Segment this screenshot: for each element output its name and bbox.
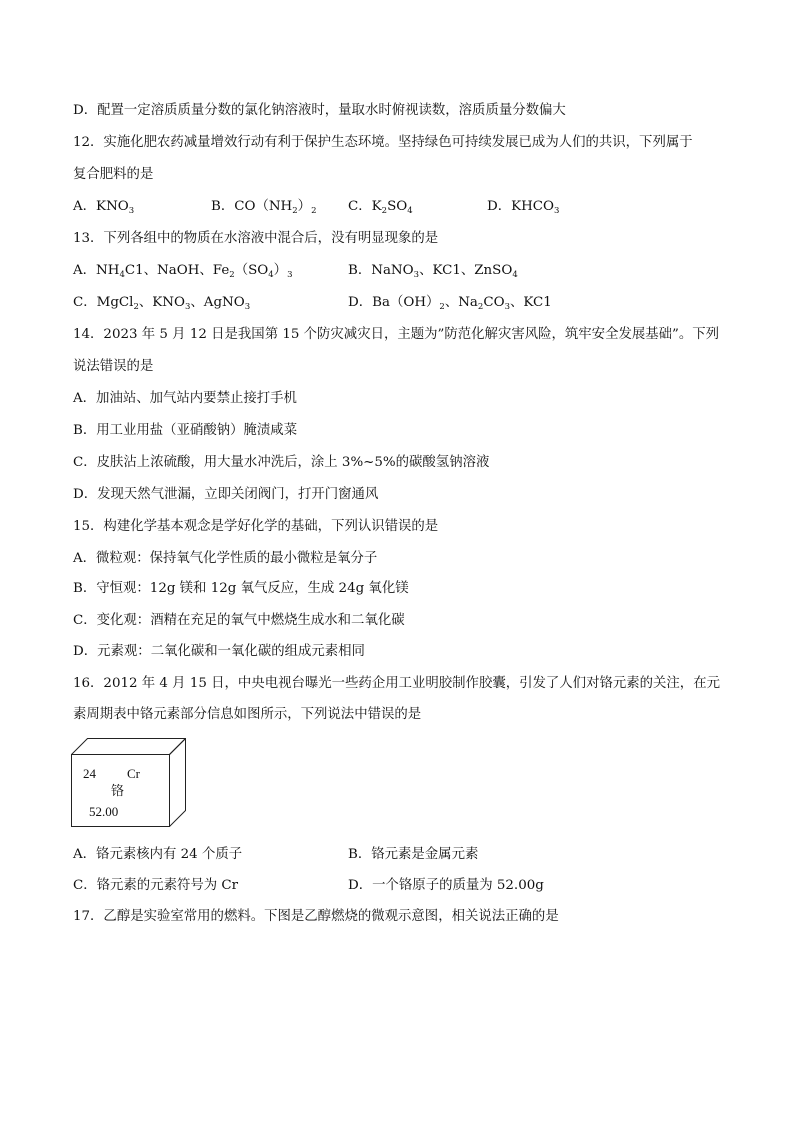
q15-option-c: C．变化观：酒精在充足的氧气中燃烧生成水和二氧化碳 [73, 613, 405, 628]
q14-option-d: D．发现天然气泄漏，立即关闭阀门，打开门窗通风 [73, 487, 379, 502]
element-name: 铬 [111, 784, 125, 799]
q12-stem-line2: 复合肥料的是 [73, 167, 154, 182]
q15-option-a: A．微粒观：保持氧气化学性质的最小微粒是氧分子 [73, 551, 378, 566]
q12-option-b: B．$CO(NH_2)_2$ [211, 199, 317, 216]
atomic-number: 24 [83, 766, 96, 781]
q15-option-b: B．守恒观：12g 镁和 12g 氧气反应，生成 24g 氧化镁 [73, 581, 409, 596]
q16-option-d: D．一个铬原子的质量为 52.00g [348, 878, 544, 893]
q11-option-d: D．配置一定溶质质量分数的氯化钠溶液时，量取水时俯视读数，溶质质量分数偏大 [73, 103, 566, 118]
q12-option-a: A．$KNO_3$ [73, 199, 135, 216]
q13-option-d: D．$Ba(OH)_2$、$Na_2CO_3$、KC1 [348, 295, 552, 312]
q13-option-a: A．$NH_4C1$、NaOH、$Fe_2(SO_4)_3$ [73, 263, 293, 280]
q14-option-c: C．皮肤沾上浓硫酸，用大量水冲洗后，涂上 3%~5%的碳酸氢钠溶液 [73, 455, 490, 470]
element-symbol: Cr [127, 766, 140, 781]
q16-option-b: B．铬元素是金属元素 [348, 847, 479, 862]
q14-stem-line2: 说法错误的是 [73, 359, 154, 374]
q17-stem: 17．乙醇是实验室常用的燃料。下图是乙醇燃烧的微观示意图，相关说法正确的是 [73, 909, 559, 924]
q16-option-c: C．铬元素的元素符号为 Cr [73, 878, 239, 893]
q12-option-d: D．$KHCO_3$ [487, 199, 560, 216]
q15-stem: 15．构建化学基本观念是学好化学的基础，下列认识错误的是 [73, 519, 439, 534]
chromium-element-card [71, 738, 186, 827]
q12-stem-line1: 12．实施化肥农药减量增效行动有利于保护生态环境。坚持绿色可持续发展已成为人们的共识，下列属于 [73, 135, 693, 150]
atomic-mass: 52.00 [89, 804, 119, 819]
q14-stem-line1: 14．2023 年 5 月 12 日是我国第 15 个防灾减灾日，主题为”防范化解灾害风险，筑牢安全发展基础”。下列 [73, 327, 720, 342]
q16-stem-line2: 素周期表中铬元素部分信息如图所示，下列说法中错误的是 [73, 707, 422, 722]
q12-option-c: C．$K_2SO_4$ [348, 199, 413, 216]
q14-option-a: A．加油站、加气站内要禁止接打手机 [73, 391, 297, 406]
q13-option-b: B．NaNO$_3$、KC1、ZnSO$_4$ [348, 263, 518, 280]
q13-option-c: C．MgCl$_2$、$KNO_3$、AgNO$_3$ [73, 295, 251, 312]
q16-option-a: A．铬元素核内有 24 个质子 [73, 847, 243, 862]
q13-stem: 13．下列各组中的物质在水溶液中混合后，没有明显现象的是 [73, 231, 439, 246]
q15-option-d: D．元素观：二氧化碳和一氧化碳的组成元素相同 [73, 644, 365, 659]
q14-option-b: B．用工业用盐（亚硝酸钠）腌渍咸菜 [73, 423, 298, 438]
q16-stem-line1: 16．2012 年 4 月 15 日，中央电视台曝光一些药企用工业明胶制作胶囊，引发了人们对铬元素的关注，在元 [73, 676, 720, 691]
